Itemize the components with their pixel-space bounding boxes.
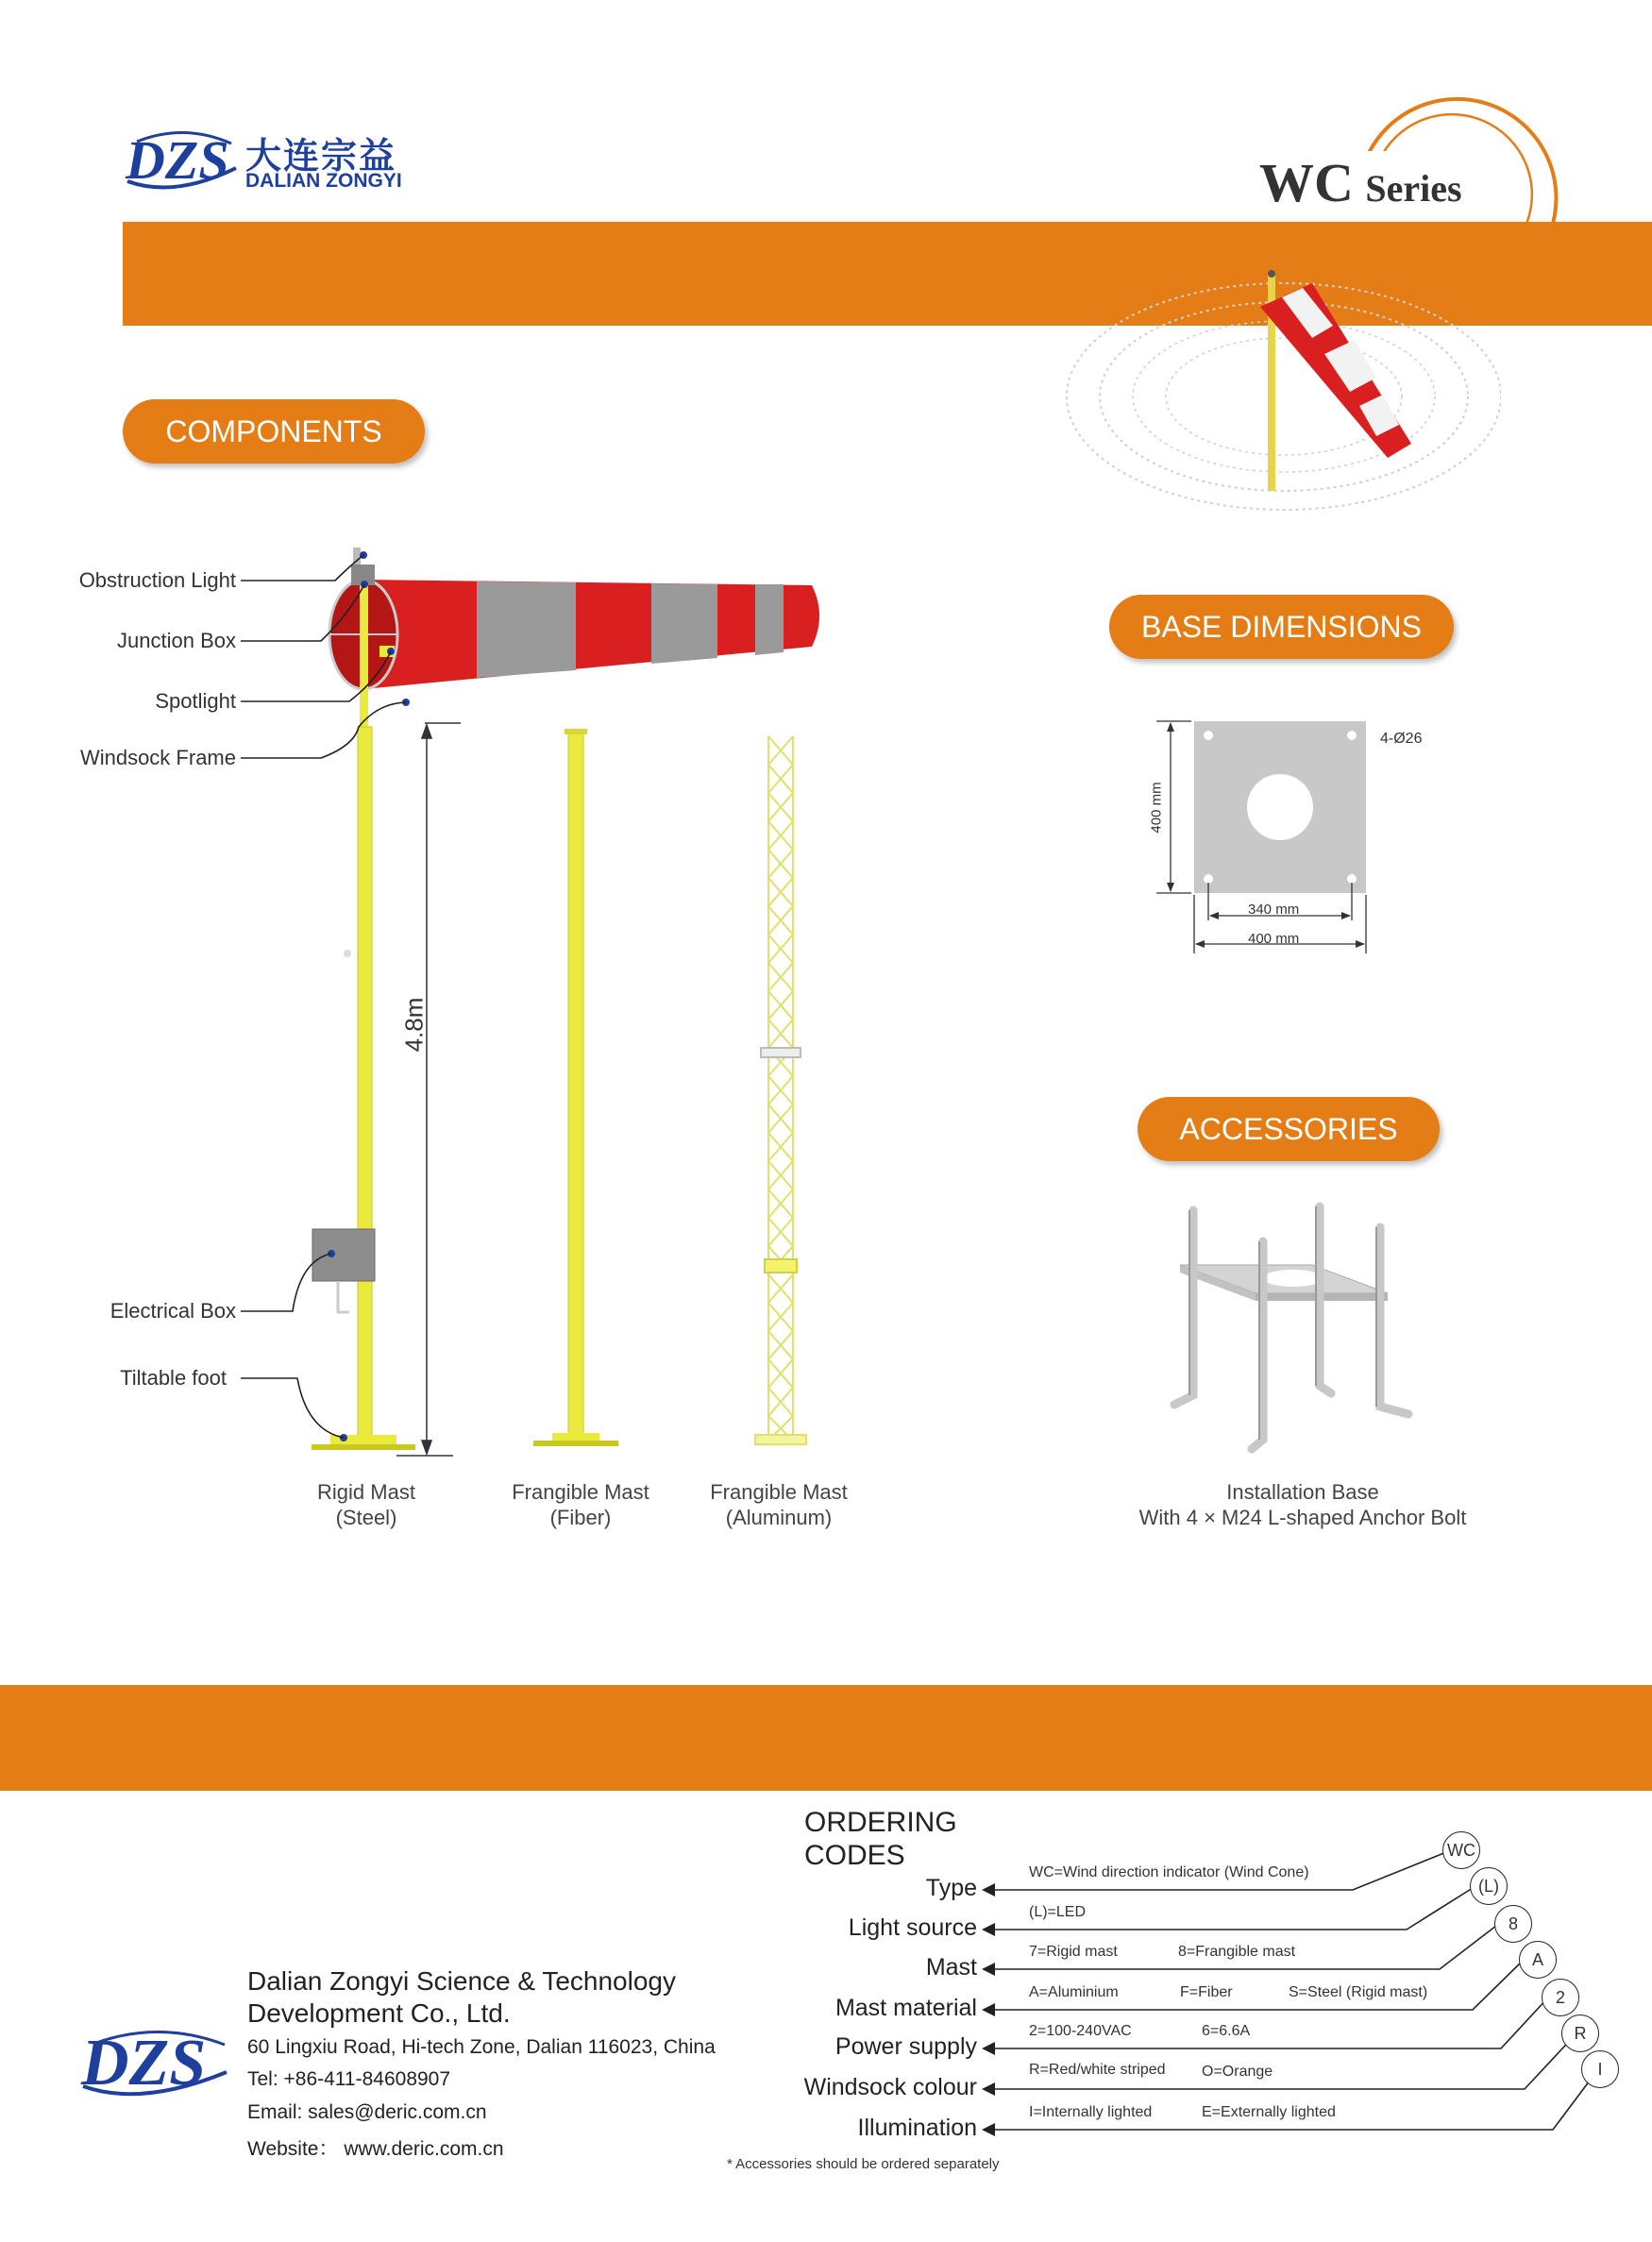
components-heading: COMPONENTS: [123, 399, 425, 464]
ordering-desc: S=Steel (Rigid mast): [1289, 1984, 1428, 2000]
ordering-title-line1: ORDERING: [804, 1807, 957, 1838]
base-hole-spacing-label: 340 mm: [1248, 902, 1300, 918]
mast-caption-line1: Rigid Mast: [317, 1480, 415, 1504]
mast-caption-line2: (Aluminum): [725, 1506, 833, 1529]
base-width-label: 400 mm: [1248, 931, 1300, 947]
mast-caption-line2: (Steel): [335, 1506, 397, 1529]
ordering-label: Light source: [848, 1914, 977, 1941]
label-obstruction-light: Obstruction Light: [78, 568, 236, 592]
ordering-desc: F=Fiber: [1180, 1984, 1233, 2000]
dzs-logo-text: DZS: [81, 2027, 207, 2099]
ordering-code-circle: (L): [1470, 1867, 1508, 1905]
company-name-line2: Development Co., Ltd.: [247, 1998, 511, 2028]
series-code: WC: [1259, 152, 1354, 213]
label-height: 4.8m: [399, 997, 429, 1053]
mast-caption-line2: (Fiber): [549, 1506, 612, 1529]
label-spotlight: Spotlight: [155, 689, 236, 713]
ordering-note: * Accessories should be ordered separately: [727, 2156, 1000, 2172]
ordering-code-circle: R: [1561, 2014, 1599, 2052]
company-email[interactable]: Email: sales@deric.com.cn: [247, 2101, 487, 2123]
label-tiltable-foot: Tiltable foot: [120, 1366, 227, 1390]
footer-logo: [76, 2020, 236, 2105]
ordering-code-circle: 2: [1542, 1979, 1579, 2016]
ordering-desc: A=Aluminium: [1029, 1984, 1119, 2000]
ordering-desc: (L)=LED: [1029, 1904, 1087, 1920]
base-holes-label: 4-Ø26: [1380, 731, 1423, 747]
series-label: Series: [1365, 167, 1462, 210]
label-windsock-frame: Windsock Frame: [79, 746, 236, 769]
ordering-label: Mast: [925, 1954, 977, 1981]
accessories-heading: ACCESSORIES: [1138, 1097, 1440, 1161]
label-junction-box: Junction Box: [117, 629, 236, 652]
label-electrical-box: Electrical Box: [110, 1299, 236, 1323]
brand-name-cn: 大连宗益: [245, 135, 397, 177]
company-website[interactable]: Website： www.deric.com.cn: [247, 2138, 504, 2160]
mast-caption-line1: Frangible Mast: [512, 1480, 649, 1504]
mast-caption-line1: Frangible Mast: [710, 1480, 848, 1504]
ordering-desc: 7=Rigid mast: [1029, 1944, 1118, 1960]
ordering-desc: R=Red/white striped: [1029, 2062, 1166, 2078]
base-dimensions-heading: BASE DIMENSIONS: [1109, 595, 1454, 659]
ordering-desc: WC=Wind direction indicator (Wind Cone): [1029, 1864, 1309, 1880]
brand-name-en: DALIAN ZONGYI: [245, 170, 402, 192]
ordering-desc: 8=Frangible mast: [1178, 1944, 1296, 1960]
ordering-label: Mast material: [834, 1995, 977, 2021]
company-address: 60 Lingxiu Road, Hi-tech Zone, Dalian 116023, China: [247, 2036, 716, 2058]
company-name: [247, 1965, 676, 2030]
ordering-desc: E=Externally lighted: [1202, 2104, 1336, 2120]
ordering-label: Type: [925, 1875, 977, 1901]
ordering-title-line2: CODES: [804, 1840, 905, 1871]
accessory-caption-line2: With 4 × M24 L-shaped Anchor Bolt: [1138, 1506, 1467, 1529]
ordering-label: Windsock colour: [803, 2074, 977, 2100]
ordering-label: Illumination: [857, 2115, 977, 2141]
company-name-line1: Dalian Zongyi Science & Technology: [247, 1966, 676, 1996]
ordering-desc: 2=100-240VAC: [1029, 2023, 1132, 2039]
company-tel: Tel: +86-411-84608907: [247, 2068, 451, 2090]
ordering-code-circle: I: [1581, 2050, 1619, 2088]
ordering-desc: 6=6.6A: [1202, 2023, 1251, 2039]
ordering-label: Power supply: [834, 2033, 977, 2060]
ordering-code-circle: A: [1519, 1941, 1557, 1979]
base-height-label: 400 mm: [1148, 782, 1165, 834]
ordering-desc: I=Internally lighted: [1029, 2104, 1153, 2120]
accessory-caption-line1: Installation Base: [1226, 1480, 1379, 1504]
ordering-code-circle: 8: [1494, 1905, 1532, 1943]
ordering-desc: O=Orange: [1202, 2064, 1273, 2080]
dzs-logo-text: DZS: [126, 129, 229, 191]
ordering-code-circle: WC: [1442, 1831, 1480, 1869]
